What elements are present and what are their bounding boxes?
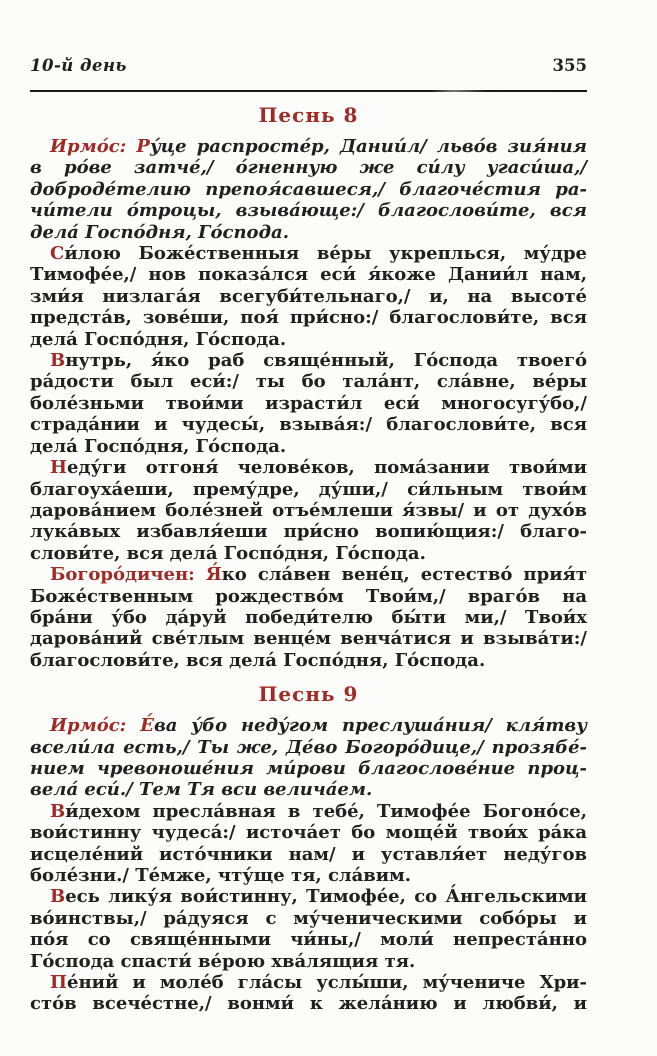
canticle-heading: Песнь 9 [258, 682, 359, 707]
text-line: дарова́нием боле́зней отъе́млеши я́звы/ и от духо́в [30, 499, 587, 521]
text-line: сто́в всече́стне,/ вонми́ к жела́нию и любви́, и [30, 993, 587, 1015]
hymn-paragraph [30, 972, 587, 1015]
text-line: вои́стинну чудеса́:/ источа́ет бо моще́й твои́х ра́ка [30, 822, 587, 844]
text-line: Внутрь, я́ко раб свяще́нный, Го́спода твоего́ [50, 350, 587, 372]
page-content [30, 56, 587, 1015]
text-line: чи́тели о́троцы, взыва́юще:/ благослови́те, вся [30, 200, 587, 222]
hymn-paragraph-theotokion [30, 564, 587, 671]
text-line: дела́ Госпо́дня, Го́спода. [30, 435, 287, 457]
hymn-paragraph [30, 243, 587, 350]
text-line: Весь лику́я вои́стинну, Тимофе́е, со А́нгельскими [50, 886, 587, 908]
text-line: благоуха́еши, прему́дре, ду́ши,/ си́льным твои́м [30, 478, 587, 500]
text-line: Ирмо́с: Ру́це распросте́р, Дании́л/ льво́в зия́ния [50, 136, 587, 157]
text-line: дела́ Госпо́дня, Го́спода. [30, 221, 289, 243]
text-line: доброде́телию препоя́савшеся,/ благоче́стия ра- [30, 178, 587, 200]
rubric-label: Ирмо́с: [50, 715, 141, 737]
text-line: зми́я низлага́я всегуби́тельнаго,/ и, на высоте́ [30, 285, 587, 307]
text-line: Пе́ний и моле́б гла́сы услы́ши, му́чениче Хри- [50, 972, 587, 994]
text-line: слови́те, вся дела́ Госпо́дня, Го́спода. [30, 542, 426, 564]
red-initial-letter: Р [136, 136, 150, 157]
text-line: Тимофе́е,/ нов показа́лся еси́ я́коже Дании́л нам, [30, 264, 587, 286]
hymn-paragraph [30, 350, 587, 457]
red-initial-letter: Н [50, 457, 68, 479]
text-line: вела́ еси́./ Тем Тя вси велича́ем. [30, 779, 373, 801]
text-line: Го́спода спасти́ ве́рою хва́лящия тя. [30, 950, 416, 972]
red-initial-letter: Я́ [205, 564, 222, 586]
red-initial-letter: Е́ [140, 715, 154, 737]
text-line: дарова́ний све́тлым венце́м венча́тися и взыва́ти:/ [30, 628, 587, 650]
red-initial-letter: В [50, 350, 66, 372]
text-line: Неду́ги отгоня́ челове́ков, пома́зании твои́ми [50, 457, 587, 479]
canticle-heading: Песнь 8 [258, 103, 359, 127]
text-line: благослови́те, вся дела́ Госпо́дня, Го́спода. [30, 649, 486, 671]
hymn-paragraph [30, 457, 587, 564]
text-line: Боже́ственным рождество́м Твои́м,/ враго́в на [30, 585, 587, 607]
text-line: всели́ла есть,/ Ты же, Де́во Богоро́дице,/ прозябе́- [30, 736, 587, 758]
text-line: страда́нии и чудесы́, взыва́я:/ благослови́те, вся [30, 414, 587, 436]
hymn-paragraph [30, 801, 587, 887]
rubric-label: Ирмо́с: [50, 136, 137, 157]
hymn-paragraph-irmos [30, 136, 587, 243]
text-line: Си́лою Боже́ственныя ве́ры укреплься, му́дре [50, 243, 587, 265]
text-line: боле́зньми твои́ми израсти́л еси́ многосугу́бо,/ [30, 392, 587, 414]
header-rule [30, 90, 587, 92]
red-initial-letter: П [50, 972, 67, 994]
red-initial-letter: В [50, 800, 66, 822]
text-line: Ви́дехом пресла́вная в тебе́, Тимофе́е Богоно́се, [50, 800, 587, 822]
running-header [30, 56, 587, 76]
text-line: нием чревоноше́ния ми́рови благослове́ние проц- [30, 757, 587, 779]
text-line: во́инствы,/ ра́дуяся с му́ченическими собо́ры и [30, 907, 587, 929]
text-line: дела́ Госпо́дня, Го́спода. [30, 328, 287, 350]
page-number: 355 [552, 56, 587, 75]
hymn-sections [30, 103, 587, 1015]
header-day-label: 10-й день [30, 56, 127, 75]
hymn-paragraph [30, 886, 587, 972]
red-initial-letter: В [50, 886, 66, 908]
text-line: лука́вых избавля́еши при́сно вопию́щия:/ благо- [30, 521, 587, 543]
text-line: предста́в, зове́ши, поя́ при́сно:/ благослови́те, вся [30, 307, 587, 329]
text-line: в ро́ве затче́,/ о́гненную же си́лу угаси́ша,/ [30, 157, 587, 179]
text-line: боле́зни./ Те́мже, чту́ще тя, сла́вим. [30, 865, 412, 886]
text-line: бра́ни у́бо да́руй победи́телю бы́ти ми,/ Твои́х [30, 606, 587, 628]
text-line: по́я со свяще́нными чи́ны,/ моли́ непреста́нно [30, 929, 587, 951]
text-line: исцеле́ний исто́чники нам/ и уставля́ет неду́гов [30, 843, 587, 865]
rubric-label: Богоро́дичен: [50, 564, 206, 586]
text-line: Богоро́дичен: Я́ко сла́вен вене́ц, естество́ прия́т [50, 564, 587, 586]
text-line: ра́дости был еси́:/ ты бо тала́нт, сла́вне, ве́ры [30, 371, 587, 393]
text-line: Ирмо́с: Е́ва у́бо неду́гом преслуша́ния/ кля́тву [50, 715, 587, 737]
red-initial-letter: С [50, 243, 65, 265]
hymn-paragraph-irmos [30, 715, 587, 801]
